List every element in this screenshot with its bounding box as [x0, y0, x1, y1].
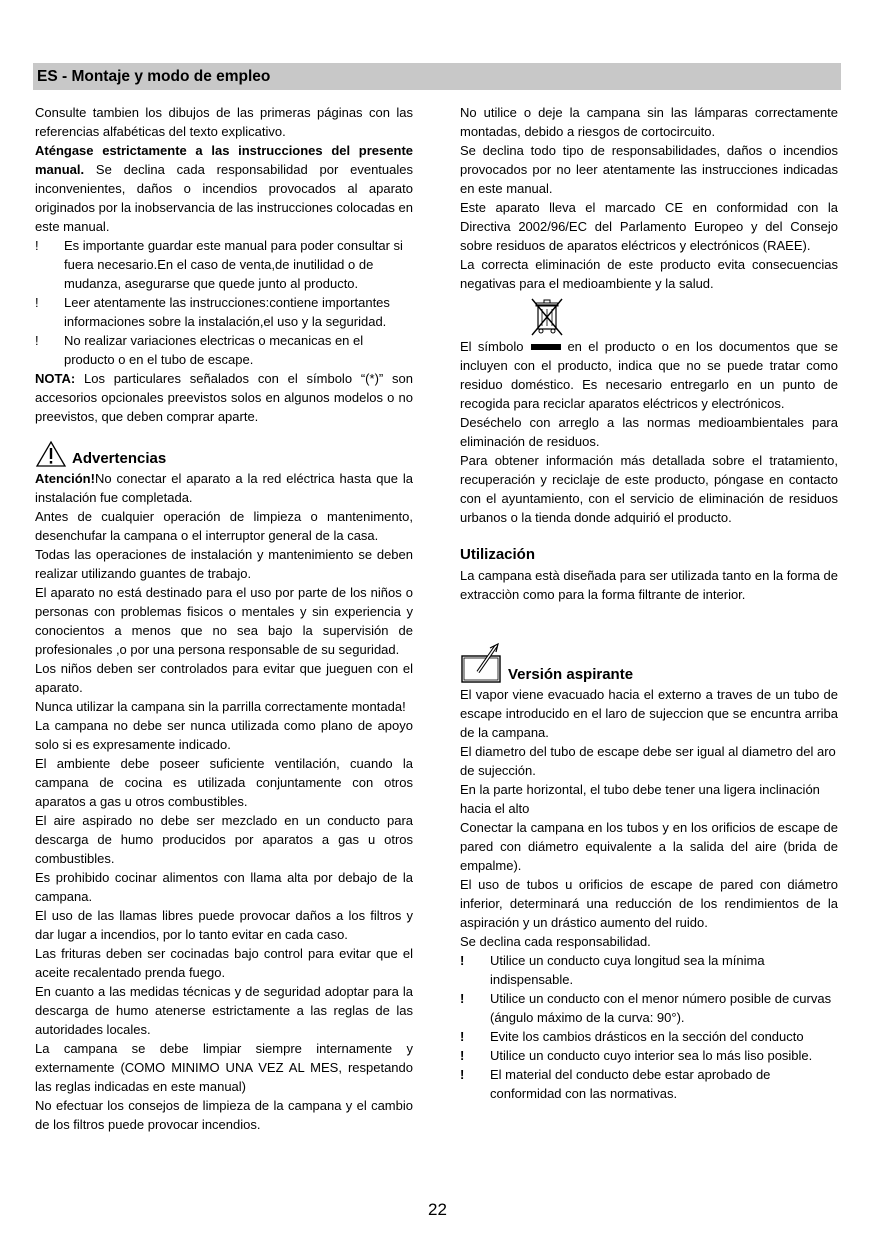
advertencias-title: Advertencias	[72, 450, 167, 467]
warning-item: La campana no debe ser nunca utilizada como plano de apoyo solo si es expresamente indicado.	[35, 718, 413, 752]
note-label: NOTA:	[35, 371, 76, 386]
info-paragraph: Deséchelo con arreglo a las normas medioambientales para eliminación de residuos.	[460, 415, 838, 449]
warning-item: Todas las operaciones de instalación y mantenimiento se deben realizar utilizando guantes de trabajo.	[35, 547, 413, 581]
bullet-item	[460, 1065, 838, 1103]
exclamation-mark: !	[35, 333, 39, 348]
symbol-before: El símbolo	[460, 339, 524, 354]
warning-item: Las frituras deben ser cocinadas bajo control para evitar que el aceite recalentado prenda fuego.	[35, 946, 413, 980]
utilizacion-title: Utilización	[460, 546, 536, 563]
aspirante-heading	[460, 642, 838, 684]
exclamation-mark: !	[35, 238, 39, 253]
left-column	[35, 103, 413, 1134]
bullet-item	[460, 951, 838, 989]
right-column	[460, 103, 838, 1103]
intro-paragraph: Consulte tambien los dibujos de las primeras páginas con las referencias alfabéticas del texto explicativo.	[35, 105, 413, 139]
aspirante-paragraph: El uso de tubos u orificios de escape de pared con diámetro inferior, determinará una reducción de los rendimientos de la aspiración y un drástico aumento del ruido.	[460, 877, 838, 930]
note-paragraph	[35, 369, 413, 426]
bullet-text: Utilice un conducto con el menor número posible de curvas (ángulo máximo de la curva: 90°).	[490, 991, 832, 1025]
bullet-item	[460, 1027, 838, 1046]
bullet-text: El material del conducto debe estar aprobado de conformidad con las normativas.	[490, 1067, 771, 1101]
bullet-item	[35, 293, 413, 331]
exclamation-mark: !	[460, 991, 465, 1006]
warning-item: La campana se debe limpiar siempre internamente y externamente (COMO MINIMO UNA VEZ AL MES, respetando las reglas indicadas en este manual)	[35, 1041, 413, 1094]
info-paragraph: Se declina todo tipo de responsabilidades, daños o incendios provocados por no leer atentamente las instrucciones indicadas en este manual.	[460, 143, 838, 196]
warning-item: El aire aspirado no debe ser mezclado en un conducto para descarga de humo producidos por aparatos a gas u otros combustibles.	[35, 813, 413, 866]
bullet-text: No realizar variaciones electricas o mecanicas en el producto o en el tubo de escape.	[64, 333, 364, 367]
bullet-text: Es importante guardar este manual para poder consultar si fuera necesario.En el caso de venta,de inutilidad o de mudanza, asegurarse que quede junto al producto.	[64, 238, 403, 291]
bullet-text: Evite los cambios drásticos en la sección del conducto	[490, 1029, 804, 1044]
exclamation-mark: !	[460, 1048, 465, 1063]
info-paragraph: Para obtener información más detallada sobre el tratamiento, recuperación y reciclaje de este producto, póngase en contacto con el ayuntamiento, con el servicio de eliminación de residuos urbanos o la tienda donde adquirió el producto.	[460, 453, 838, 525]
exclamation-mark: !	[460, 1067, 465, 1082]
bullet-item	[460, 989, 838, 1027]
aspirante-paragraph: En la parte horizontal, el tubo debe tener una ligera inclinación hacia el alto	[460, 782, 820, 816]
bullet-item	[460, 1046, 838, 1065]
warning-item: No efectuar los consejos de limpieza de la campana y el cambio de los filtros puede provocar incendios.	[35, 1098, 413, 1132]
bullet-text: Utilice un conducto cuya longitud sea la mínima indispensable.	[490, 953, 765, 987]
black-bar-symbol	[531, 344, 561, 350]
info-paragraph: No utilice o deje la campana sin las lámparas correctamente montadas, debido a riesgos de cortocircuito.	[460, 105, 838, 139]
info-paragraph: Este aparato lleva el marcado CE en conformidad con la Directiva 2002/96/EC del Parlamento Europeo y del Consejo sobre residuos de aparatos eléctricos y electrónicos (RAEE).	[460, 200, 838, 253]
symbol-after: en el producto o en los documentos que se incluyen con el producto, indica que no se puede tratar como residuo doméstico. Es necesario entregarlo en un punto de recogida para reciclar aparatos eléctricos y electrónicos.	[460, 339, 838, 411]
aspirante-paragraph: Conectar la campana en los tubos y en los orificios de escape de pared con diámetro equivalente a la salida del aire (brida de empalme).	[460, 820, 838, 873]
aspirante-title: Versión aspirante	[508, 666, 634, 683]
aspirante-paragraph: El vapor viene evacuado hacia el externo a traves de un tubo de escape introducido en el laro de sujeccion que se encuntra arriba de la campana.	[460, 687, 838, 740]
crossed-bin-icon	[528, 297, 566, 337]
warning-bold: Aténgase estrictamente a las instrucciones del presente manual.	[35, 143, 413, 177]
weee-symbol-area	[460, 297, 838, 337]
advertencias-heading	[35, 440, 413, 468]
atencion-paragraph	[35, 469, 413, 507]
warning-item: El uso de las llamas libres puede provocar daños a los filtros y dar lugar a incendios, por lo tanto evitar en cada caso.	[35, 908, 413, 942]
exclamation-mark: !	[460, 1029, 465, 1044]
atencion-text: No conectar el aparato a la red eléctrica hasta que la instalación fue completada.	[35, 471, 413, 505]
warning-text: Se declina cada responsabilidad por eventuales inconvenientes, daños o incendios provocados al aparato originados por la inobservancia de las instrucciones colocadas en este manual.	[35, 162, 413, 234]
section-header-bar	[33, 63, 841, 90]
warning-paragraph	[35, 141, 413, 236]
aspirante-paragraph: El diametro del tubo de escape debe ser igual al diametro del aro de sujección.	[460, 744, 836, 778]
bullet-text: Utilice un conducto cuyo interior sea lo más liso posible.	[490, 1048, 813, 1063]
bullet-item	[35, 236, 413, 293]
warning-triangle-icon	[35, 440, 67, 468]
aspirante-paragraph: Se declina cada responsabilidad.	[460, 934, 651, 949]
warning-item: Es prohibido cocinar alimentos con llama alta por debajo de la campana.	[35, 870, 413, 904]
bullet-item	[35, 331, 413, 369]
warning-item: Antes de cualquier operación de limpieza o mantenimento, desenchufar la campana o el interruptor general de la casa.	[35, 509, 413, 543]
warning-item: El ambiente debe poseer suficiente ventilación, cuando la campana de cocina es utilizada conjuntamente con otros aparatos a gas u otros combustibles.	[35, 756, 413, 809]
exclamation-mark: !	[35, 295, 39, 310]
house-duct-icon	[460, 642, 506, 684]
exclamation-mark: !	[460, 953, 465, 968]
warning-item: En cuanto a las medidas técnicas y de seguridad adoptar para la descarga de humo atenerse estrictamente a las reglas de las autoridades locales.	[35, 984, 413, 1037]
note-text: Los particulares señalados con el símbolo “(*)” son accesorios opcionales preevistos solos en algunos modelos o no preevistos, que deben comprar aparte.	[35, 371, 413, 424]
info-paragraph: La correcta eliminación de este producto evita consecuencias negativas para el medioambiente y la salud.	[460, 257, 838, 291]
bullet-text: Leer atentamente las instrucciones:contiene importantes informaciones sobre la instalación,el uso y la seguridad.	[64, 295, 390, 329]
symbol-paragraph	[460, 337, 838, 413]
utilizacion-text: La campana està diseñada para ser utilizada tanto en la forma de extracciòn como para la forma filtrante de interior.	[460, 568, 838, 602]
atencion-label: Atención!	[35, 471, 95, 486]
page-number: 22	[428, 1200, 447, 1219]
warning-item: Nunca utilizar la campana sin la parrilla correctamente montada!	[35, 699, 406, 714]
warning-item: Los niños deben ser controlados para evitar que jueguen con el aparato.	[35, 661, 413, 695]
warning-item: El aparato no está destinado para el uso por parte de los niños o personas con problemas fisicos o mentales y sin experiencia y conocientos a menos que no sea bajo la supervisión de profesionales ,o por una persona responsable de su seguridad.	[35, 585, 413, 657]
section-header-title: ES - Montaje y modo de empleo	[37, 68, 271, 85]
